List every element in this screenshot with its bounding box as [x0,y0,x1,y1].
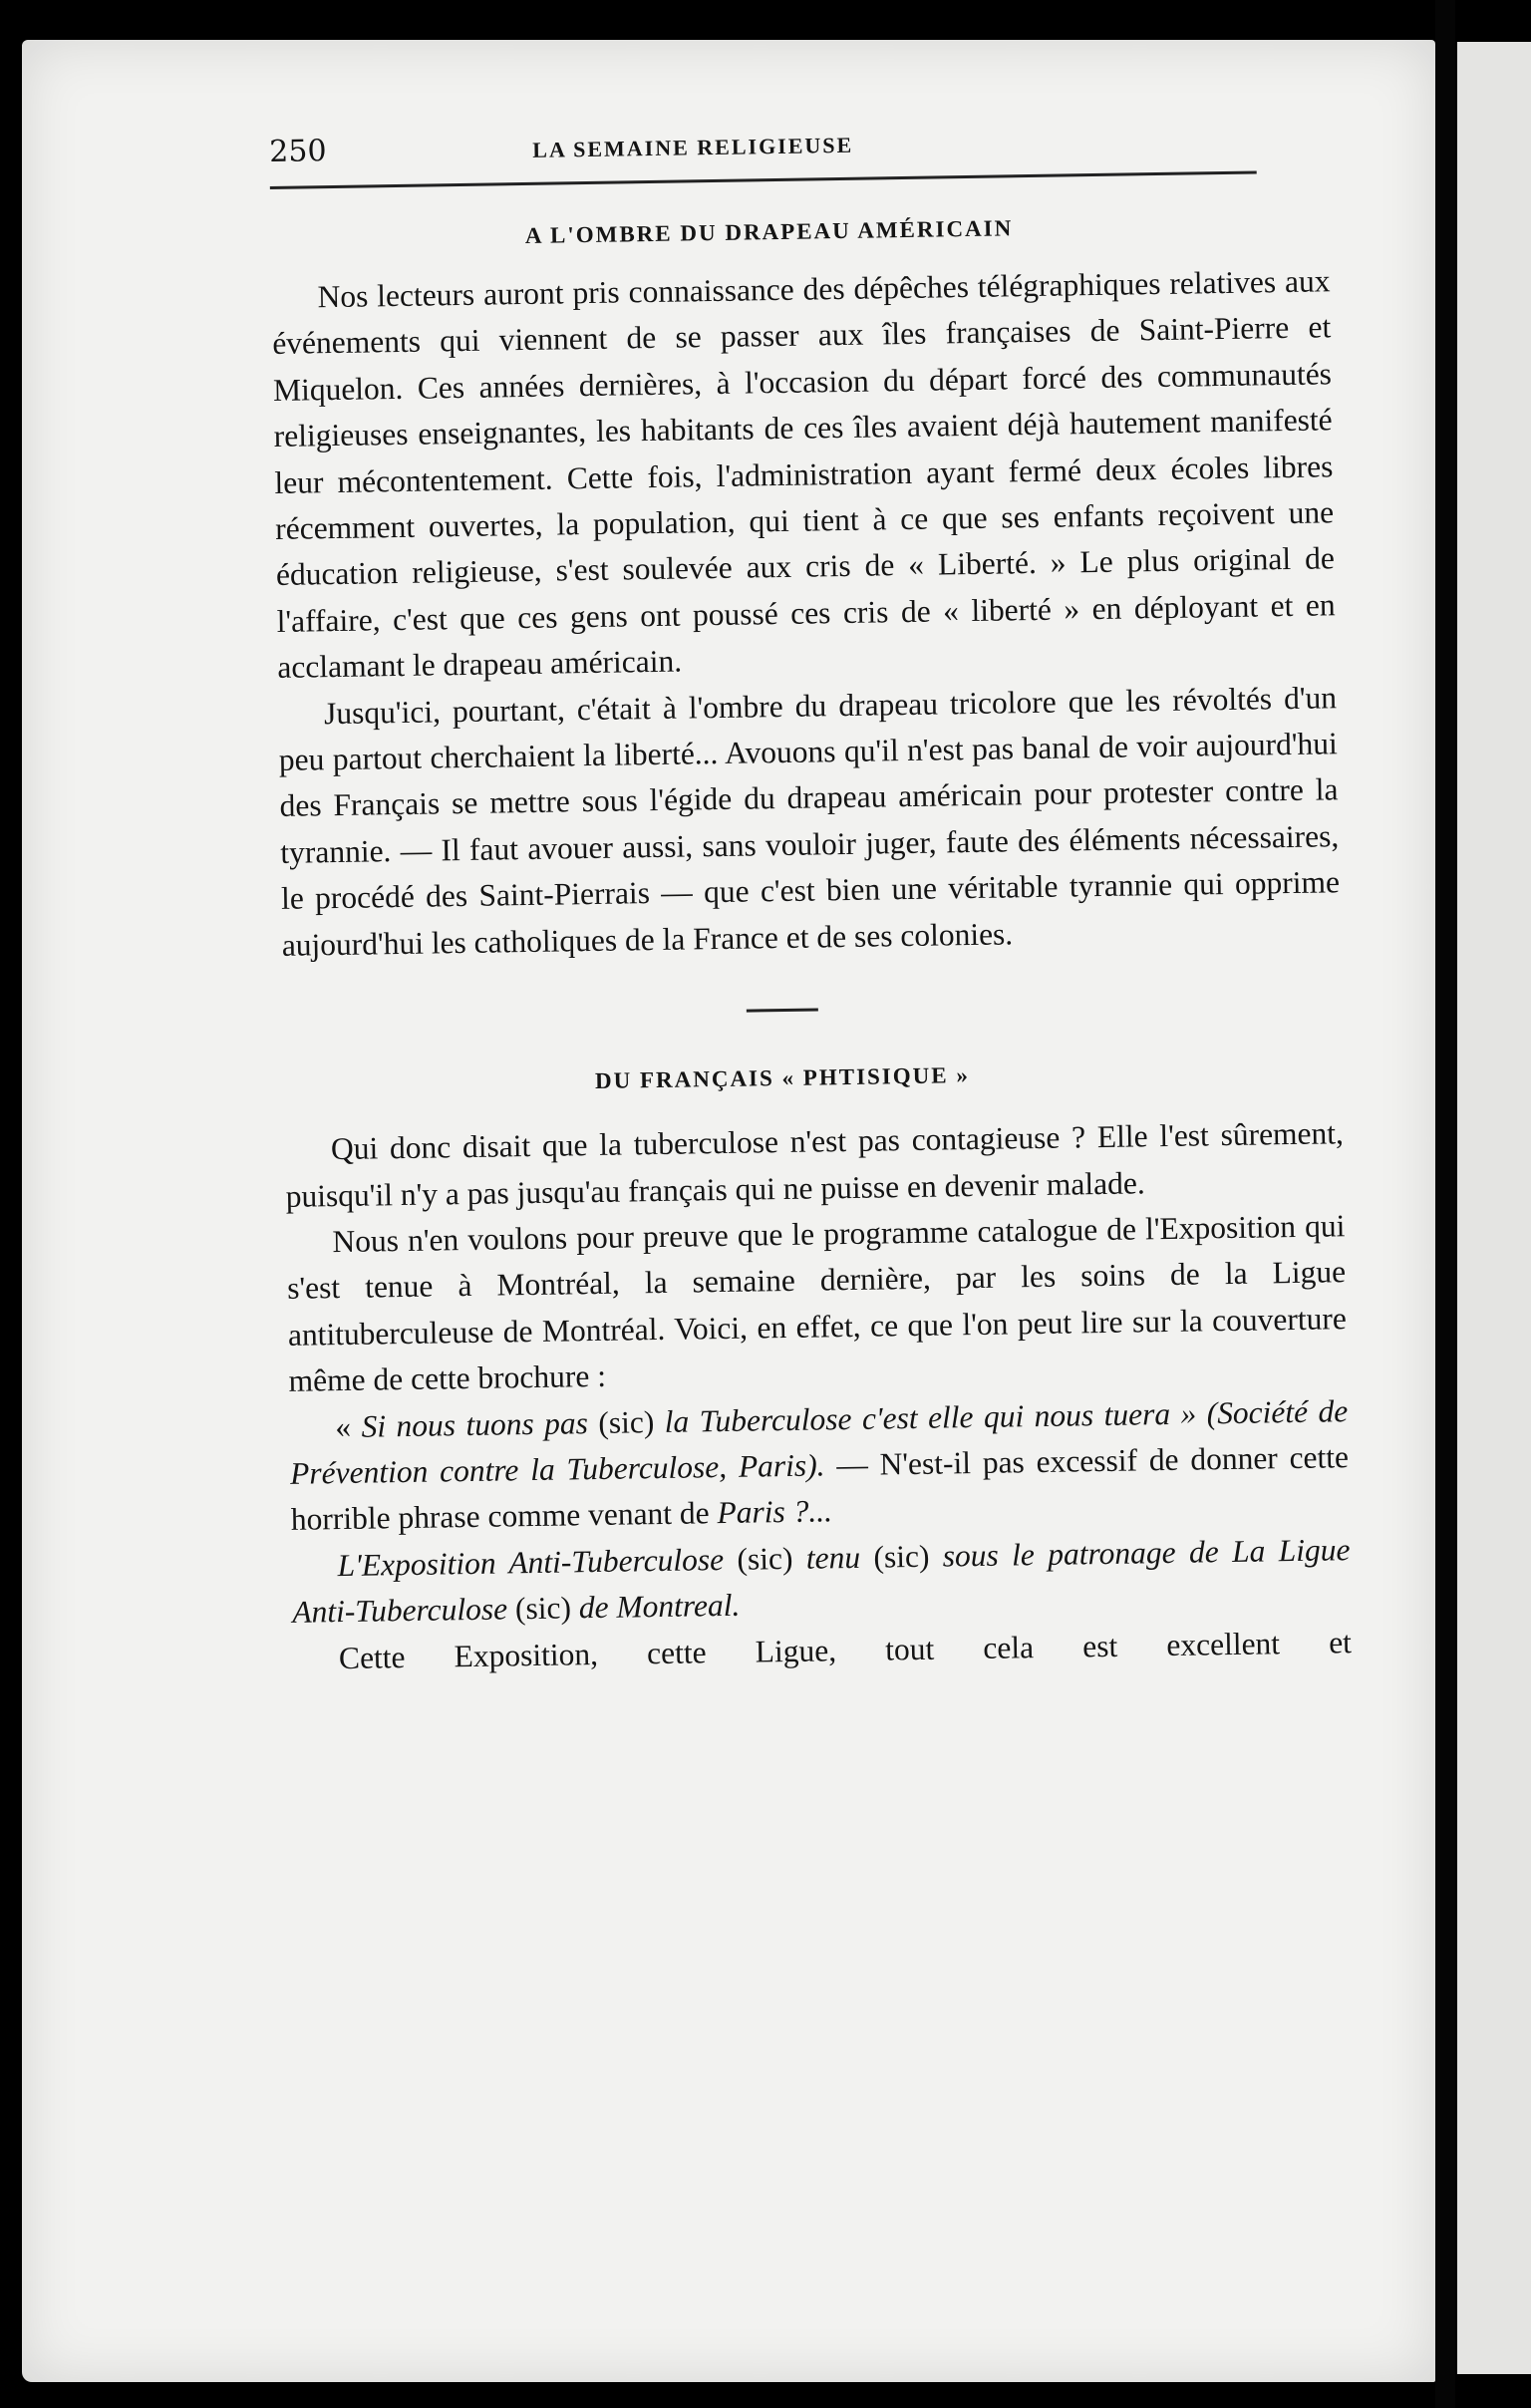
adjacent-page-edge [1457,42,1531,2374]
quote-sic-1: (sic) [587,1403,665,1440]
expo-sic-2: (sic) [859,1538,944,1575]
quote-rest: — N'est-il pas excessif de donner cette horrible phrase comme venant de [290,1439,1350,1538]
page-content [269,118,1352,1681]
article2-paragraph-1: Qui donc disait que la tuberculose n'est pas contagieuse ? Elle l'est sûrement, puisqu'il n'y a pas jusqu'au français qui ne puisse en devenir malade. [285,1115,1345,1214]
article1-paragraph-1: Nos lecteurs auront pris connaissance des dépêches télégraphiques relatives aux événements qui viennent de se passer aux îles françaises de Saint-Pierre et Miquelon. Ces années dernières, à l'occasion du départ forcé des communautés religieuses enseignantes, les habitants de ces îles avaient déjà hautement manifesté leur mécontentement. Cette fois, l'administration ayant fermé deux écoles libres récemment ouvertes, la population, qui tient à ce que ses enfants reçoivent une éducation religieuse, s'est soulevée aux cris de « Liberté. » Le plus original de l'affaire, c'est que ces gens ont poussé ces cris de « liberté » en déployant et en acclamant le drapeau américain. [272,263,1336,686]
scan-border [1435,0,1455,2408]
quote-italic-1: Si nous tuons pas [361,1404,589,1444]
expo-italic-1: L'Exposition Anti-Tuberculose [337,1541,725,1583]
page-number: 250 [269,134,327,169]
expo-sic-3: (sic) [506,1590,580,1627]
expo-sic-1: (sic) [723,1540,807,1577]
expo-italic-3: sous le patronage de La Ligue Anti-Tuberculose [292,1531,1351,1630]
quote-italic-2: la Tuberculose c'est elle qui nous tuera » (Société de Prévention contre la Tuberculose, Paris). [289,1392,1349,1491]
article2-exposition-line [291,1527,1351,1636]
quote-open: « [335,1408,362,1444]
running-title: LA SEMAINE RELIGIEUSE [532,132,854,162]
article2-quote-paragraph [289,1388,1350,1544]
article2-last-paragraph: Cette Exposition, cette Ligue, tout cela est excellent et [338,1624,1353,1675]
article1-paragraph-2: Jusqu'ici, pourtant, c'était à l'ombre du drapeau tricolore que les révoltés d'un peu partout cherchaient la liberté... Avouons qu'il n'est pas banal de voir aujourd'hui des Français se mettre sous l'égide du drapeau américain pour protester contre la tyrannie. — Il faut avouer aussi, sans vouloir juger, faute des éléments nécessaires, le procédé des Saint-Pierrais — que c'est bien une véritable tyrannie qui opprime aujourd'hui les catholiques de la France et de ses colonies. [278,679,1341,963]
section-separator [747,1009,818,1013]
article2-paragraph-2: Nous n'en voulons pour preuve que le programme catalogue de l'Exposition qui s'est tenue à Montréal, la semaine dernière, par les soins de la Ligue antituberculeuse de Montréal. Voici, en effet, ce que l'on peut lire sur la couverture même de cette brochure : [286,1208,1348,1398]
quote-italic-3: Paris ?... [717,1493,833,1531]
expo-italic-4: de Montreal. [578,1587,741,1626]
article1-title: A L'OMBRE DU DRAPEAU AMÉRICAIN [524,215,1014,248]
expo-italic-2: tenu [805,1539,861,1576]
article2-title: DU FRANÇAIS « PHTISIQUE » [594,1062,971,1094]
